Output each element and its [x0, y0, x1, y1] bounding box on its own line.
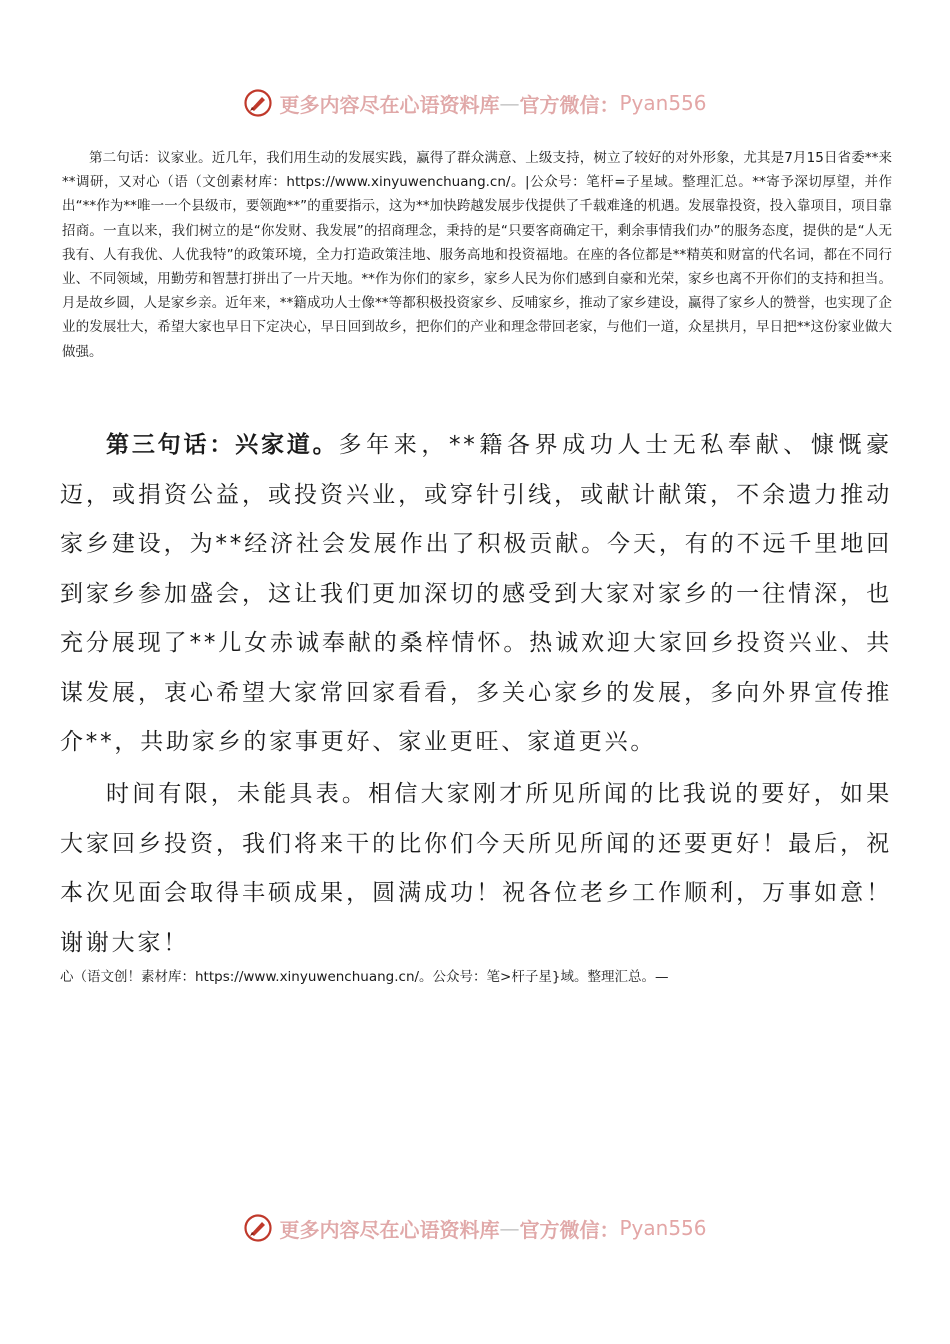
banner-wechat-id: Pyan556 — [619, 1216, 707, 1240]
paragraph-third-point — [60, 421, 892, 768]
third-point-body: 多年来，**籍各界成功人士无私奉献、慷慨豪迈，或捐资公益，或投资兴业，或穿针引线，或献计献策，不余遗力推动家乡建设，为**经济社会发展作出了积极贡献。今天，有的不远千里地回到家乡参加盛会，这让我们更加深切的感受到大家对家乡的一往情深，也充分展现了**儿女赤诚奉献的桑梓情怀。热诚欢迎大家回乡投资兴业、共谋发展，衷心希望大家常回家看看，多关心家乡的发展，多向外界宣传推介**，共助家乡的家事更好、家业更旺、家道更兴。 — [60, 432, 892, 755]
pen-logo-icon — [243, 1213, 273, 1243]
header-watermark-banner — [0, 83, 950, 123]
banner-wechat-id: Pyan556 — [619, 91, 707, 115]
third-point-heading: 第三句话：兴家道。 — [106, 432, 339, 458]
banner-label: 官方微信： — [519, 1217, 620, 1242]
banner-separator: — — [499, 1216, 520, 1240]
banner-text: 更多内容尽在心语资料库 — [279, 92, 500, 117]
banner-label: 官方微信： — [519, 92, 620, 117]
paragraph-closing: 时间有限，未能具表。相信大家刚才所见所闻的比我说的要好，如果大家回乡投资，我们将来干的比你们今天所见所闻的还要更好！最后，祝本次见面会取得丰硕成果，圆满成功！祝各位老乡工作顺利，万事如意！谢谢大家！ — [60, 781, 892, 956]
banner-separator: — — [499, 91, 520, 115]
pen-logo-icon — [243, 88, 273, 118]
banner-text: 更多内容尽在心语资料库 — [279, 1217, 500, 1242]
source-note: 心（语文创！素材库：https://www.xinyuwenchuang.cn/。公众号：笔>杆子星}域。整理汇总。— — [60, 969, 669, 985]
footer-watermark-banner — [0, 1208, 950, 1248]
paragraph-second-point: 第二句话：议家业。近几年，我们用生动的发展实践，赢得了群众满意、上级支持，树立了较好的对外形象，尤其是7月15日省委**来**调研，又对心（语（文创素材库：https://www.xinyuwenchuang.cn/。|公众号：笔杆=子星域。整理汇总。**寄予深切厚望，并作出“**作为**唯一一个县级市，要领跑**”的重要指示，这为**加快跨越发展步伐提供了千载难逢的机遇。发展靠投资，投入靠项目，项目靠招商。一直以来，我们树立的是“你发财、我发展”的招商理念，秉持的是“只要客商确定干，剩余事情我们办”的服务态度，提供的是“人无我有、人有我优、人优我特”的政策环境，全力打造政策洼地、服务高地和投资福地。在座的各位都是**精英和财富的代名词，都在不同行业、不同领域，用勤劳和智慧打拼出了一片天地。**作为你们的家乡，家乡人民为你们感到自豪和光荣，家乡也离不开你们的支持和担当。月是故乡圆，人是家乡亲。近年来，**籍成功人士像**等都积极投资家乡、反哺家乡，推动了家乡建设，赢得了家乡人的赞誉，也实现了企业的发展壮大，希望大家也早日下定决心，早日回到故乡，把你们的产业和理念带回老家，与他们一道，众星拱月，早日把**这份家业做大做强。 — [62, 150, 893, 360]
